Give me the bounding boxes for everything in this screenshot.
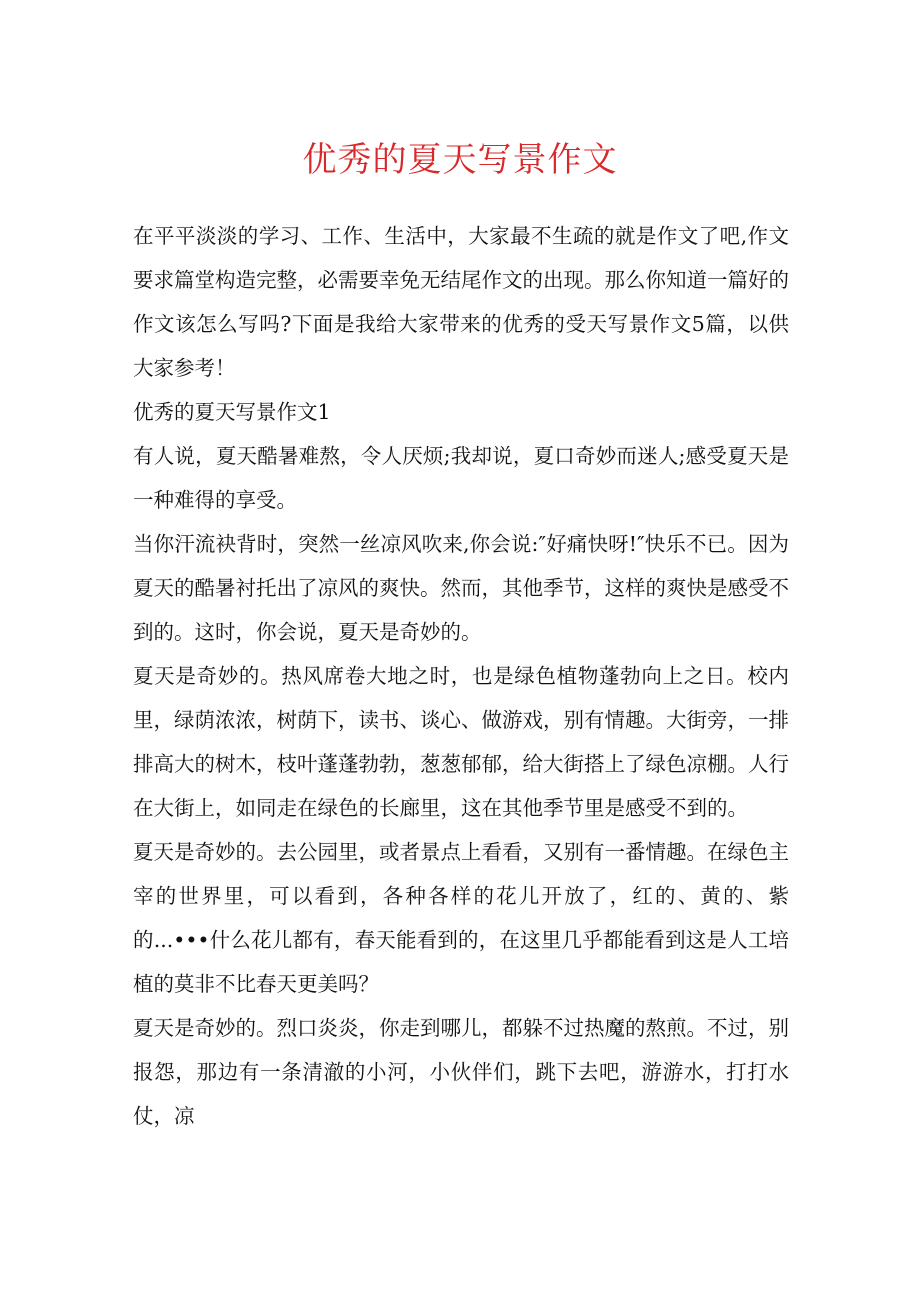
intro-paragraph: 在平平淡淡的学习、工作、生活中，大家最不生疏的就是作文了吧,作文要求篇堂构造完整，必需要幸免无结尾作文的出现。那么你知道一篇好的作文该怎么写吗?下面是我给大家带来的优秀的受天写景作文5篇，以供大家参考！ bbox=[133, 224, 789, 380]
body-paragraph: 当你汗流袂背时，突然一丝凉风吹来,你会说:″好痛快呀!″快乐不已。因为夏天的酷暑衬托出了凉风的爽快。然而，其他季节，这样的爽快是感受不到的。这时，你会说，夏天是奇妙的。 bbox=[133, 532, 789, 644]
document-title: 优秀的夏天写景作文 bbox=[302, 140, 618, 180]
body-paragraph: 夏天是奇妙的。烈口炎炎，你走到哪儿，都躲不过热魔的熬煎。不过，别报怨，那边有一条清澈的小河，小伙伴们，跳下去吧，游游水，打打水仗，凉 bbox=[133, 1016, 789, 1128]
section-heading: 优秀的夏天写景作文1 bbox=[133, 400, 331, 424]
document-body bbox=[133, 214, 789, 1138]
body-paragraph: 夏天是奇妙的。热风席卷大地之时，也是绿色植物蓬勃向上之日。校内里，绿荫浓浓，树荫下，读书、谈心、做游戏，别有情趣。大街旁，一排排高大的树木，枝叶蓬蓬勃勃，葱葱郁郁，给大街搭上了绿色凉棚。人行在大街上，如同走在绿色的长廊里，这在其他季节里是感受不到的。 bbox=[133, 664, 789, 820]
body-paragraph: 有人说，夏天酷暑难熬，令人厌烦;我却说，夏口奇妙而迷人;感受夏天是一种难得的享受。 bbox=[133, 444, 789, 512]
body-paragraph: 夏天是奇妙的。去公园里，或者景点上看看，又别有一番情趣。在绿色主宰的世界里，可以看到，各种各样的花儿开放了，红的、黄的、紫的...•••什么花儿都有，春天能看到的，在这里几乎都能看到这是人工培植的莫非不比春天更美吗？ bbox=[133, 840, 789, 996]
